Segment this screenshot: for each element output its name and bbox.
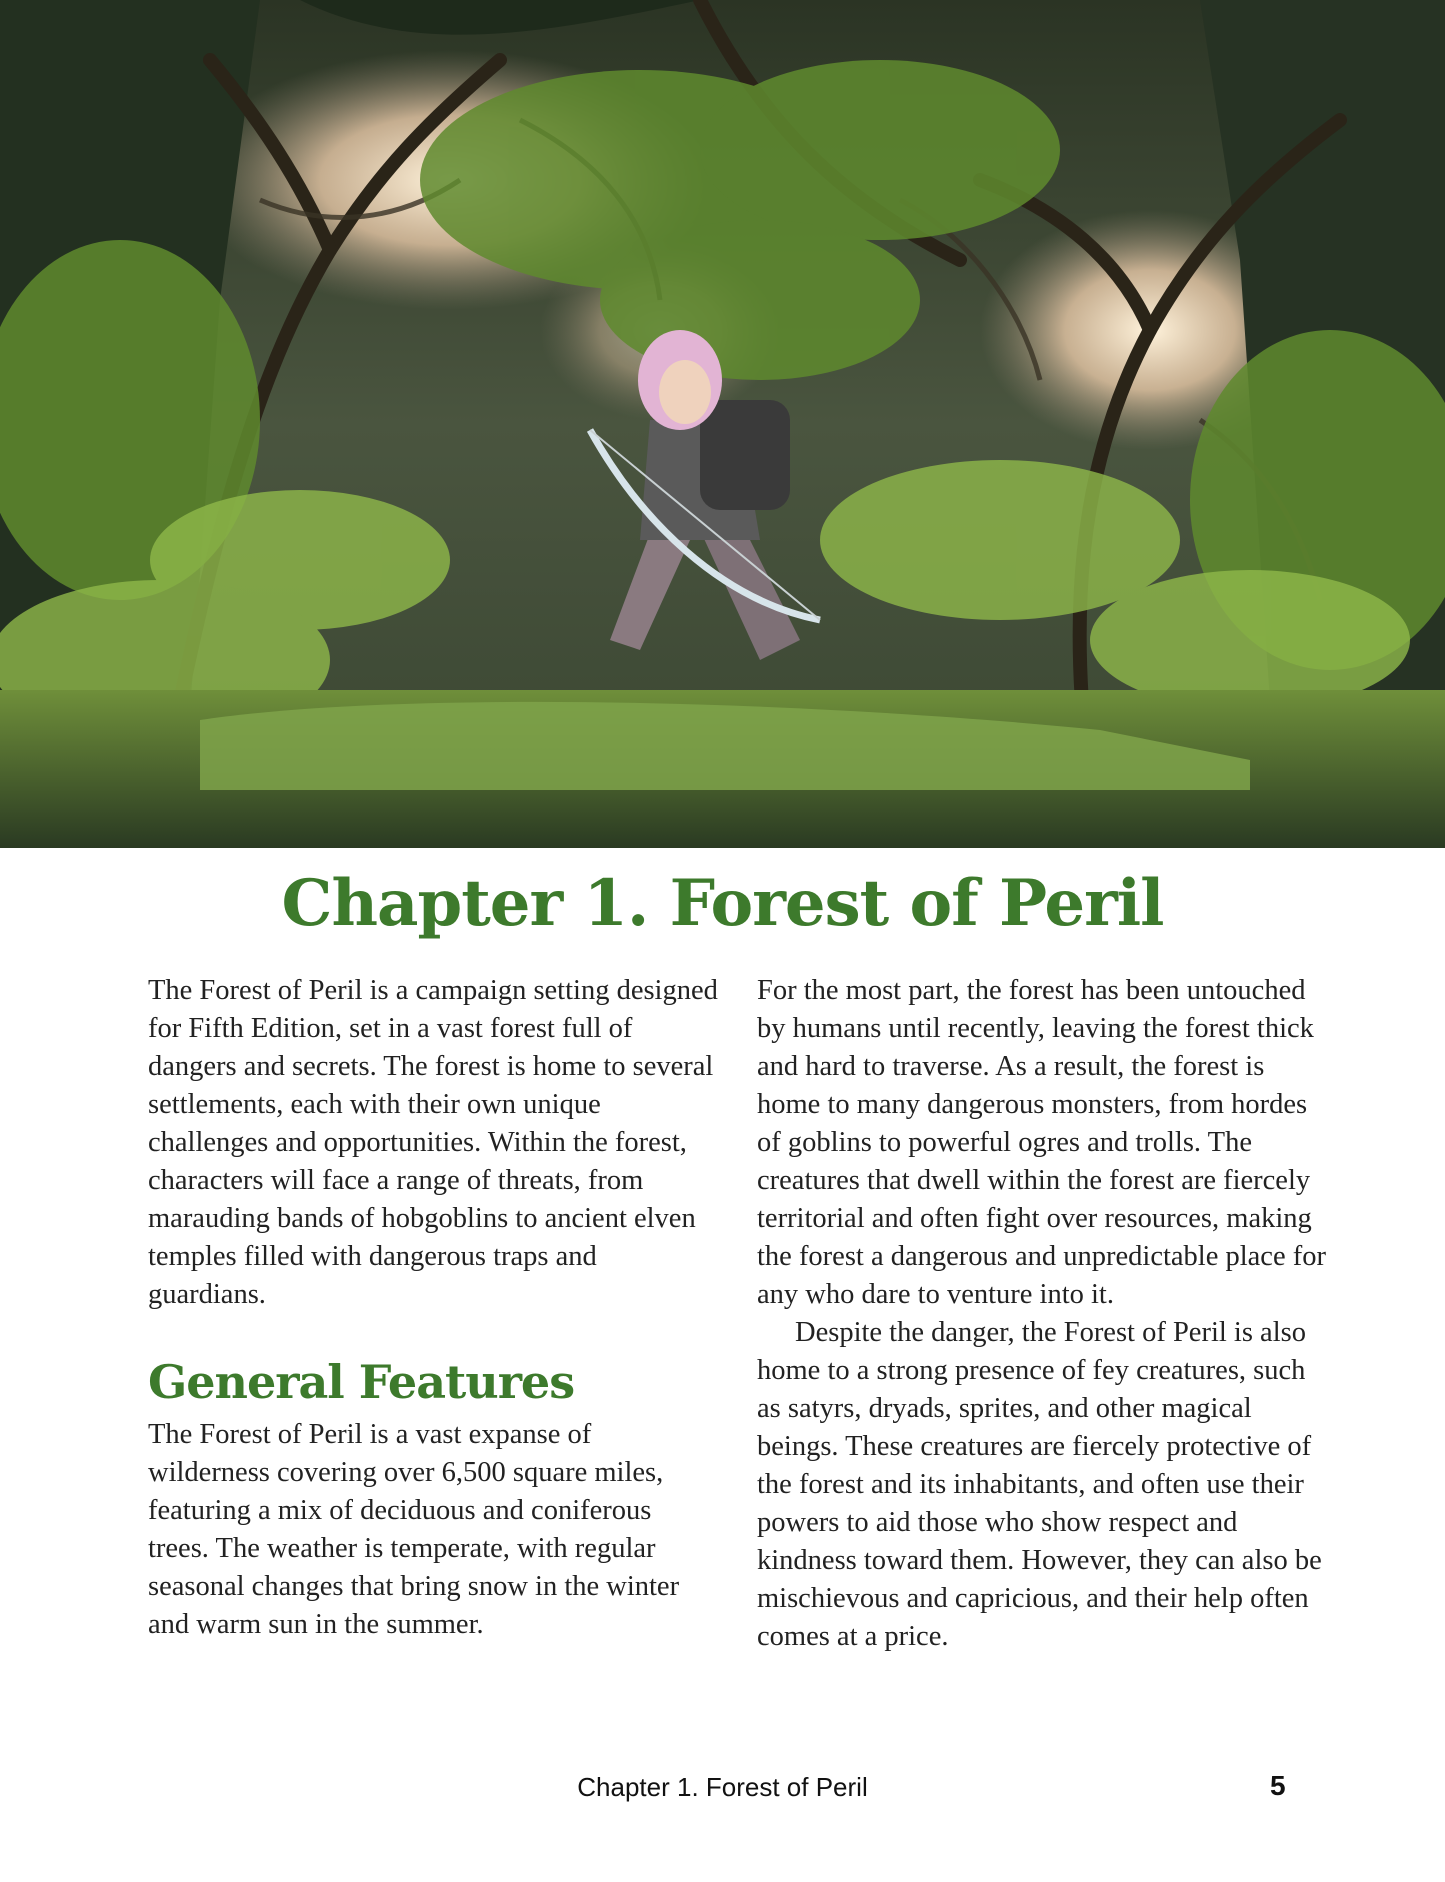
- left-column: [148, 972, 718, 1644]
- body-paragraph: For the most part, the forest has been untouched by humans until recently, leaving the forest thick and hard to traverse. As a result, the forest is home to many dangerous monsters, from hordes of goblins to powerful ogres and trolls. The creatures that dwell within the forest are fiercely territorial and often fight over resources, making the forest a dangerous and unpredictable place for any who dare to venture into it.: [757, 975, 1326, 1310]
- footer-chapter-title: Chapter 1. Forest of Peril: [577, 1772, 868, 1802]
- section-heading-general-features: General Features: [148, 1355, 575, 1409]
- right-column: [757, 972, 1327, 1656]
- general-features-paragraph: The Forest of Peril is a vast expanse of wilderness covering over 6,500 square miles, featuring a mix of deciduous and coniferous trees. The weather is temperate, with regular seasonal changes that bring snow in the winter and warm sun in the summer.: [148, 1419, 680, 1640]
- hero-illustration: [0, 0, 1445, 848]
- forest-archer-illustration: [0, 0, 1445, 848]
- body-paragraph: Despite the danger, the Forest of Peril is also home to a strong presence of fey creatures, such as satyrs, dryads, sprites, and other magical beings. These creatures are fiercely protective of the forest and its inhabitants, and often use their powers to aid those who show respect and kindness toward them. However, they can also be mischievous and capricious, and their help often comes at a price.: [757, 1317, 1322, 1652]
- page-number: 5: [1270, 1770, 1286, 1801]
- chapter-title: Chapter 1. Forest of Peril: [281, 866, 1164, 941]
- intro-paragraph: The Forest of Peril is a campaign setting designed for Fifth Edition, set in a vast forest full of dangers and secrets. The forest is home to several settlements, each with their own unique challenges and opportunities. Within the forest, characters will face a range of threats, from marauding bands of hobgoblins to ancient elven temples filled with dangerous traps and guardians.: [148, 975, 718, 1310]
